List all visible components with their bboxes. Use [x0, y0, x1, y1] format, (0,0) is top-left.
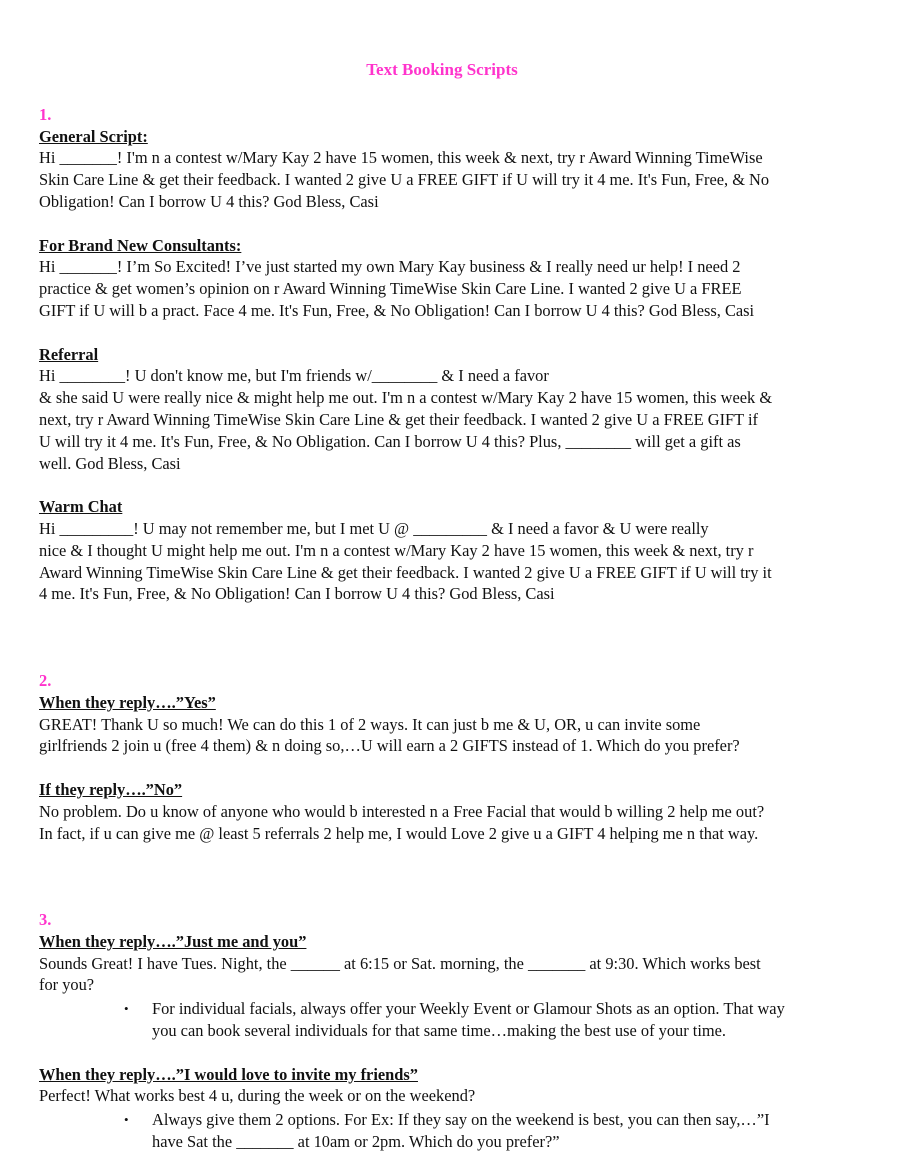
section-number-2: 2. — [39, 670, 52, 690]
spacer — [39, 757, 899, 779]
referral-line: next, try r Award Winning TimeWise Skin Care Line & get their feedback. I wanted 2 give U a FREE GIFT if — [39, 409, 758, 429]
bullet-line: Always give them 2 options. For Ex: If they say on the weekend is best, you can then say,…”I — [152, 1110, 770, 1130]
document-page — [39, 58, 899, 1153]
spacer — [39, 844, 899, 887]
document-title: Text Booking Scripts — [366, 60, 518, 79]
bullet-icon: • — [124, 1001, 129, 1017]
spacer — [39, 322, 899, 344]
spacer — [39, 887, 899, 909]
heading-warm-chat: Warm Chat — [39, 497, 123, 517]
heading-general-script: General Script: — [39, 126, 148, 146]
warm-chat-line: Award Winning TimeWise Skin Care Line & get their feedback. I wanted 2 give U a FREE GIFT if U will try it — [39, 562, 772, 582]
reply-no-line: No problem. Do u know of anyone who would b interested n a Free Facial that would b willing 2 help me out? — [39, 801, 765, 821]
heading-reply-just-me: When they reply….”Just me and you” — [39, 931, 307, 951]
new-consultants-line: Hi _______! I’m So Excited! I’ve just started my own Mary Kay business & I really need ur help! I need 2 — [39, 257, 741, 277]
heading-reply-yes: When they reply….”Yes” — [39, 692, 216, 712]
new-consultants-line: practice & get women’s opinion on r Award Winning TimeWise Skin Care Line. I wanted 2 give U a FREE — [39, 279, 742, 299]
bullet-icon: • — [124, 1112, 129, 1128]
warm-chat-line: Hi _________! U may not remember me, but I met U @ _________ & I need a favor & U were really — [39, 518, 709, 538]
reply-just-me-line: for you? — [39, 975, 95, 995]
warm-chat-line: nice & I thought U might help me out. I'm n a contest w/Mary Kay 2 have 15 women, this week & next, try r — [39, 540, 754, 560]
referral-line: & she said U were really nice & might help me out. I'm n a contest w/Mary Kay 2 have 15 women, this week & — [39, 388, 773, 408]
bullet-item — [124, 1109, 899, 1153]
general-script-line: Hi _______! I'm n a contest w/Mary Kay 2 have 15 women, this week & next, try r Award Winning TimeWise — [39, 148, 763, 168]
heading-new-consultants: For Brand New Consultants: — [39, 235, 242, 255]
heading-referral: Referral — [39, 344, 99, 364]
bullet-text — [152, 1109, 899, 1153]
reply-just-me-line: Sounds Great! I have Tues. Night, the ______ at 6:15 or Sat. morning, the _______ at 9:30. Which works best — [39, 953, 761, 973]
referral-line: U will try it 4 me. It's Fun, Free, & No Obligation. Can I borrow U 4 this? Plus, ________ will get a gift as — [39, 431, 741, 451]
reply-invite-friends-line: Perfect! What works best 4 u, during the week or on the weekend? — [39, 1086, 476, 1106]
bullet-text — [152, 998, 899, 1042]
spacer — [39, 1042, 899, 1064]
section-number-3: 3. — [39, 910, 52, 930]
spacer — [39, 82, 899, 104]
heading-reply-invite-friends: When they reply….”I would love to invite my friends” — [39, 1064, 418, 1084]
spacer — [39, 605, 899, 648]
spacer — [39, 474, 899, 496]
section-number-1: 1. — [39, 104, 52, 124]
reply-yes-line: girlfriends 2 join u (free 4 them) & n doing so,…U will earn a 2 GIFTS instead of 1. Which do you prefer? — [39, 736, 740, 756]
referral-line: Hi ________! U don't know me, but I'm friends w/________ & I need a favor — [39, 366, 549, 386]
new-consultants-line: GIFT if U will b a pract. Face 4 me. It's Fun, Free, & No Obligation! Can I borrow U 4 this? God Bless, Casi — [39, 300, 755, 320]
bullet-line: For individual facials, always offer your Weekly Event or Glamour Shots as an option. That way — [152, 999, 785, 1019]
warm-chat-line: 4 me. It's Fun, Free, & No Obligation! Can I borrow U 4 this? God Bless, Casi — [39, 584, 555, 604]
spacer — [39, 213, 899, 235]
heading-reply-no: If they reply….”No” — [39, 779, 183, 799]
general-script-line: Obligation! Can I borrow U 4 this? God Bless, Casi — [39, 191, 379, 211]
spacer — [39, 648, 899, 670]
general-script-line: Skin Care Line & get their feedback. I wanted 2 give U a FREE GIFT if U will try it 4 me. It's Fun, Free, & No — [39, 170, 770, 190]
reply-no-line: In fact, if u can give me @ least 5 referrals 2 help me, I would Love 2 give u a GIFT 4 helping me n that way. — [39, 823, 759, 843]
bullet-line: you can book several individuals for that same time…making the best use of your time. — [152, 1021, 726, 1041]
reply-yes-line: GREAT! Thank U so much! We can do this 1 of 2 ways. It can just b me & U, OR, u can invite some — [39, 714, 701, 734]
bullet-item — [124, 998, 899, 1042]
bullet-line: have Sat the _______ at 10am or 2pm. Which do you prefer?” — [152, 1132, 560, 1152]
referral-line: well. God Bless, Casi — [39, 453, 181, 473]
